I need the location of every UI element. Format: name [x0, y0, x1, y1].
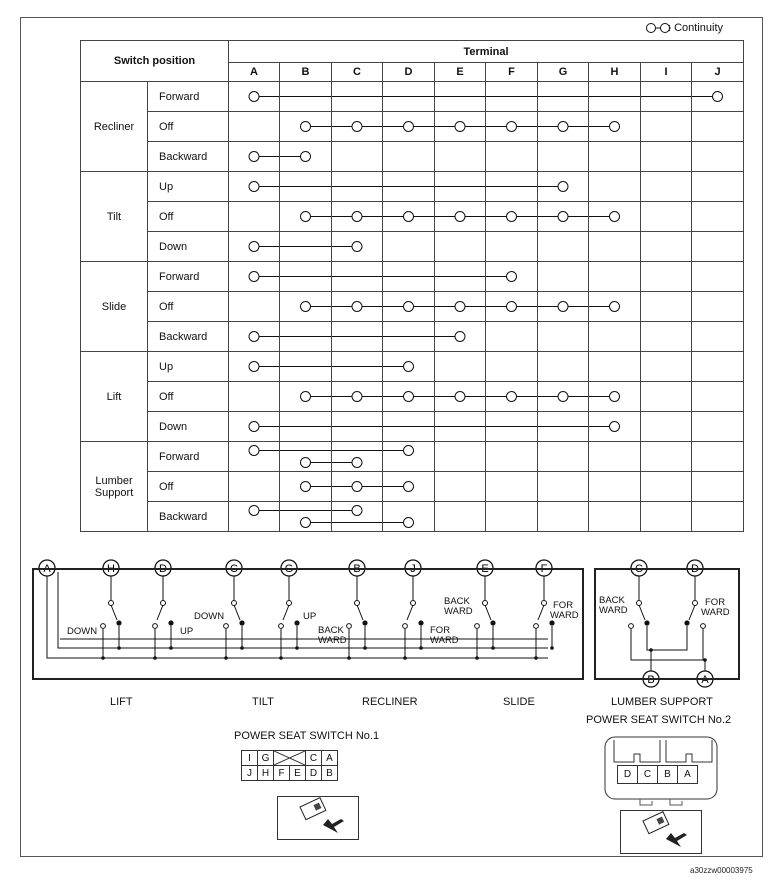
table-row	[81, 112, 744, 142]
table-row	[81, 82, 744, 112]
terminal-cell-B	[280, 82, 332, 112]
c1-pin-C: C	[306, 751, 322, 766]
terminal-cell-E	[435, 82, 486, 112]
terminal-cell-H	[589, 472, 641, 502]
switch-position-cell: Up	[148, 352, 229, 382]
lumbar-ward2-label: WARD	[701, 607, 730, 618]
legend-label: : Continuity	[668, 22, 724, 34]
terminal-cell-B	[280, 472, 332, 502]
terminal-cell-F	[486, 142, 538, 172]
terminal-cell-A	[229, 262, 280, 292]
terminal-cell-G	[538, 502, 589, 532]
terminal-cell-I	[641, 262, 692, 292]
lift-down-label: DOWN	[67, 626, 98, 637]
terminal-cell-E	[435, 382, 486, 412]
terminal-cell-I	[641, 292, 692, 322]
terminal-cell-F	[486, 322, 538, 352]
terminal-cell-B	[280, 172, 332, 202]
tilt-up-label: UP	[303, 611, 317, 622]
lumbar-back-label: BACK	[599, 595, 625, 606]
switch-position-cell: Forward	[148, 82, 229, 112]
terminal-cell-D	[383, 292, 435, 322]
terminal-cell-J	[692, 172, 744, 202]
terminal-cell-C	[332, 292, 383, 322]
switch-position-cell: Down	[148, 232, 229, 262]
terminal-cell-F	[486, 262, 538, 292]
terminal-cell-H	[589, 112, 641, 142]
terminal-cell-B	[280, 502, 332, 532]
terminal-cell-C	[332, 232, 383, 262]
terminal-cell-G	[538, 172, 589, 202]
terminal-cell-C	[332, 112, 383, 142]
terminal-cell-J	[692, 292, 744, 322]
switch-position-cell: Up	[148, 172, 229, 202]
terminal-cell-I	[641, 142, 692, 172]
group-name-cell: Recliner	[81, 82, 148, 172]
terminal-cell-D	[383, 172, 435, 202]
terminal-cell-G	[538, 262, 589, 292]
terminal-cell-D	[383, 442, 435, 472]
table-row	[81, 472, 744, 502]
c1-pin-H: H	[258, 766, 274, 781]
tilt-down-label: DOWN	[194, 611, 225, 622]
terminal-cell-B	[280, 142, 332, 172]
terminal-cell-A	[229, 232, 280, 262]
connector1-pinout	[241, 750, 338, 781]
terminal-cell-C	[332, 472, 383, 502]
terminal-node-label: B	[353, 563, 361, 575]
terminal-cell-C	[332, 82, 383, 112]
terminal-col-F: F	[486, 63, 538, 82]
switch-position-cell: Backward	[148, 322, 229, 352]
terminal-cell-C	[332, 442, 383, 472]
connector1-title: POWER SEAT SWITCH No.1	[234, 730, 380, 742]
terminal-cell-E	[435, 502, 486, 532]
terminal-cell-I	[641, 352, 692, 382]
terminal-cell-I	[641, 502, 692, 532]
terminal-cell-I	[641, 232, 692, 262]
terminal-cell-E	[435, 112, 486, 142]
terminal-cell-E	[435, 172, 486, 202]
terminal-node-label: D	[159, 563, 167, 575]
c1-pin-F: F	[274, 766, 290, 781]
terminal-cell-D	[383, 352, 435, 382]
terminal-col-G: G	[538, 63, 589, 82]
terminal-cell-E	[435, 322, 486, 352]
terminal-cell-J	[692, 322, 744, 352]
terminal-cell-D	[383, 262, 435, 292]
terminal-cell-D	[383, 232, 435, 262]
terminal-cell-D	[383, 202, 435, 232]
terminal-cell-J	[692, 202, 744, 232]
recliner-for-label: FOR	[430, 625, 451, 636]
group-recliner-label: RECLINER	[362, 696, 418, 708]
group-name-cell: Slide	[81, 262, 148, 352]
terminal-cell-G	[538, 412, 589, 442]
c2-pin-D: D	[618, 766, 638, 784]
terminal-cell-B	[280, 412, 332, 442]
switch-position-cell: Down	[148, 412, 229, 442]
slide-back-label: BACK	[444, 596, 470, 607]
terminal-node-label: H	[107, 563, 115, 575]
terminal-cell-B	[280, 382, 332, 412]
terminal-cell-J	[692, 82, 744, 112]
table-row	[81, 142, 744, 172]
terminal-cell-J	[692, 352, 744, 382]
terminal-cell-G	[538, 292, 589, 322]
terminal-cell-D	[383, 472, 435, 502]
table-row	[81, 442, 744, 472]
c1-pin-A: A	[322, 751, 338, 766]
terminal-cell-F	[486, 112, 538, 142]
slide-for-label: FOR	[553, 600, 574, 611]
terminal-node-label: J	[410, 563, 416, 575]
connector-view-arrow-icon	[621, 811, 701, 853]
terminal-cell-E	[435, 202, 486, 232]
terminal-cell-B	[280, 262, 332, 292]
terminal-cell-F	[486, 172, 538, 202]
terminal-cell-I	[641, 202, 692, 232]
terminal-cell-C	[332, 142, 383, 172]
switch2-schematic-frame	[594, 568, 740, 680]
terminal-node-label: G	[284, 563, 294, 575]
terminal-cell-J	[692, 502, 744, 532]
group-lumbar-label: LUMBER SUPPORT	[611, 696, 713, 708]
group-lift-label: LIFT	[110, 696, 133, 708]
terminal-col-A: A	[229, 63, 280, 82]
terminal-cell-G	[538, 352, 589, 382]
recliner-back-label: BACK	[318, 625, 344, 636]
terminal-cell-G	[538, 112, 589, 142]
terminal-cell-C	[332, 382, 383, 412]
terminal-cell-C	[332, 322, 383, 352]
terminal-cell-H	[589, 202, 641, 232]
terminal-cell-I	[641, 172, 692, 202]
terminal-cell-C	[332, 262, 383, 292]
terminal-cell-D	[383, 412, 435, 442]
terminal-cell-H	[589, 82, 641, 112]
terminal-header: Terminal	[229, 41, 744, 63]
terminal-node-label: C	[635, 563, 643, 575]
terminal-cell-F	[486, 352, 538, 382]
terminal-cell-G	[538, 382, 589, 412]
group-name-cell: Tilt	[81, 172, 148, 262]
terminal-cell-G	[538, 472, 589, 502]
c1-blank-cell	[274, 751, 306, 766]
terminal-cell-A	[229, 112, 280, 142]
slide-ward-label: WARD	[444, 606, 473, 617]
continuity-table	[80, 40, 744, 532]
table-row	[81, 262, 744, 292]
terminal-cell-I	[641, 82, 692, 112]
table-row	[81, 292, 744, 322]
terminal-cell-E	[435, 472, 486, 502]
c1-pin-E: E	[290, 766, 306, 781]
switch1-schematic-frame	[32, 568, 584, 680]
c1-pin-J: J	[242, 766, 258, 781]
terminal-cell-J	[692, 472, 744, 502]
terminal-cell-J	[692, 112, 744, 142]
terminal-cell-D	[383, 112, 435, 142]
terminal-cell-E	[435, 292, 486, 322]
terminal-cell-C	[332, 202, 383, 232]
terminal-cell-I	[641, 472, 692, 502]
terminal-cell-G	[538, 202, 589, 232]
group-tilt-label: TILT	[252, 696, 274, 708]
terminal-cell-H	[589, 412, 641, 442]
terminal-cell-E	[435, 232, 486, 262]
terminal-col-C: C	[332, 63, 383, 82]
group-name-cell: Lumber Support	[81, 442, 148, 532]
terminal-cell-H	[589, 172, 641, 202]
legend-terminal-circle	[647, 24, 656, 33]
terminal-cell-A	[229, 472, 280, 502]
table-row	[81, 202, 744, 232]
terminal-cell-F	[486, 412, 538, 442]
terminal-cell-B	[280, 292, 332, 322]
terminal-cell-H	[589, 442, 641, 472]
slide-ward2-label: WARD	[550, 610, 579, 621]
switch-position-cell: Off	[148, 202, 229, 232]
terminal-cell-B	[280, 352, 332, 382]
switch-position-cell: Off	[148, 112, 229, 142]
c2-pin-A: A	[678, 766, 698, 784]
terminal-cell-A	[229, 382, 280, 412]
terminal-cell-H	[589, 262, 641, 292]
c2-pin-B: B	[658, 766, 678, 784]
terminal-cell-A	[229, 442, 280, 472]
terminal-cell-F	[486, 82, 538, 112]
terminal-cell-H	[589, 142, 641, 172]
table-row	[81, 382, 744, 412]
terminal-node-label: A	[701, 674, 709, 686]
terminal-cell-F	[486, 472, 538, 502]
c1-pin-B: B	[322, 766, 338, 781]
c2-pin-C: C	[638, 766, 658, 784]
terminal-cell-F	[486, 442, 538, 472]
terminal-cell-C	[332, 412, 383, 442]
switch-position-cell: Off	[148, 292, 229, 322]
terminal-cell-G	[538, 142, 589, 172]
terminal-cell-A	[229, 412, 280, 442]
terminal-cell-F	[486, 292, 538, 322]
terminal-cell-I	[641, 322, 692, 352]
group-name-cell: Lift	[81, 352, 148, 442]
terminal-cell-B	[280, 112, 332, 142]
table-row	[81, 502, 744, 532]
terminal-cell-J	[692, 232, 744, 262]
terminal-cell-A	[229, 82, 280, 112]
terminal-cell-D	[383, 502, 435, 532]
recliner-ward-label: WARD	[318, 635, 347, 646]
terminal-col-J: J	[692, 63, 744, 82]
terminal-cell-D	[383, 382, 435, 412]
switch-position-header: Switch position	[81, 41, 229, 82]
terminal-node-label: A	[43, 563, 51, 575]
table-row	[81, 232, 744, 262]
terminal-cell-H	[589, 382, 641, 412]
terminal-cell-A	[229, 352, 280, 382]
switch-position-cell: Forward	[148, 262, 229, 292]
terminal-cell-I	[641, 442, 692, 472]
connector1-view-icon-box	[277, 796, 359, 840]
terminal-node-label: F	[540, 563, 548, 575]
terminal-cell-A	[229, 322, 280, 352]
table-row	[81, 352, 744, 382]
terminal-cell-J	[692, 382, 744, 412]
terminal-cell-D	[383, 82, 435, 112]
terminal-col-I: I	[641, 63, 692, 82]
terminal-cell-C	[332, 352, 383, 382]
terminal-cell-E	[435, 262, 486, 292]
terminal-cell-B	[280, 322, 332, 352]
terminal-cell-D	[383, 142, 435, 172]
terminal-col-H: H	[589, 63, 641, 82]
c1-pin-D: D	[306, 766, 322, 781]
c1-pin-I: I	[242, 751, 258, 766]
terminal-cell-E	[435, 142, 486, 172]
terminal-cell-I	[641, 382, 692, 412]
switch-position-cell: Backward	[148, 142, 229, 172]
terminal-cell-H	[589, 322, 641, 352]
terminal-cell-H	[589, 502, 641, 532]
terminal-cell-J	[692, 442, 744, 472]
terminal-cell-F	[486, 202, 538, 232]
connector2-title: POWER SEAT SWITCH No.2	[586, 714, 732, 726]
figure-code: a30zzw00003975	[690, 866, 753, 875]
switch-position-cell: Backward	[148, 502, 229, 532]
terminal-cell-F	[486, 382, 538, 412]
terminal-cell-I	[641, 412, 692, 442]
c1-cross-mark	[274, 751, 305, 765]
lift-up-label: UP	[180, 626, 194, 637]
terminal-cell-I	[641, 112, 692, 142]
terminal-cell-B	[280, 232, 332, 262]
group-slide-label: SLIDE	[503, 696, 535, 708]
terminal-cell-E	[435, 442, 486, 472]
terminal-cell-J	[692, 262, 744, 292]
terminal-cell-G	[538, 322, 589, 352]
switch-position-cell: Forward	[148, 442, 229, 472]
terminal-cell-E	[435, 412, 486, 442]
terminal-cell-C	[332, 172, 383, 202]
terminal-cell-F	[486, 232, 538, 262]
terminal-cell-A	[229, 292, 280, 322]
lumbar-ward-label: WARD	[599, 605, 628, 616]
terminal-node-label: B	[647, 674, 655, 686]
terminal-node-label: C	[230, 563, 238, 575]
terminal-col-B: B	[280, 63, 332, 82]
terminal-cell-A	[229, 202, 280, 232]
lumbar-for-label: FOR	[705, 597, 726, 608]
terminal-cell-A	[229, 172, 280, 202]
connector2-pinout	[617, 765, 698, 784]
terminal-cell-D	[383, 322, 435, 352]
terminal-cell-B	[280, 442, 332, 472]
switch-position-cell: Off	[148, 382, 229, 412]
terminal-cell-E	[435, 352, 486, 382]
table-row	[81, 412, 744, 442]
terminal-col-E: E	[435, 63, 486, 82]
table-row	[81, 172, 744, 202]
recliner-ward2-label: WARD	[430, 635, 459, 646]
terminal-cell-G	[538, 82, 589, 112]
c1-pin-G: G	[258, 751, 274, 766]
terminal-cell-H	[589, 232, 641, 262]
terminal-cell-C	[332, 502, 383, 532]
terminal-cell-H	[589, 292, 641, 322]
table-row	[81, 322, 744, 352]
terminal-node-label: D	[691, 563, 699, 575]
connector-view-arrow-icon	[278, 797, 358, 839]
terminal-cell-A	[229, 142, 280, 172]
terminal-cell-F	[486, 502, 538, 532]
terminal-cell-B	[280, 202, 332, 232]
terminal-col-D: D	[383, 63, 435, 82]
terminal-cell-G	[538, 442, 589, 472]
terminal-node-label: E	[481, 563, 489, 575]
switch-position-cell: Off	[148, 472, 229, 502]
terminal-cell-G	[538, 232, 589, 262]
terminal-cell-J	[692, 142, 744, 172]
connector2-view-icon-box	[620, 810, 702, 854]
terminal-cell-H	[589, 352, 641, 382]
terminal-cell-J	[692, 412, 744, 442]
terminal-cell-A	[229, 502, 280, 532]
